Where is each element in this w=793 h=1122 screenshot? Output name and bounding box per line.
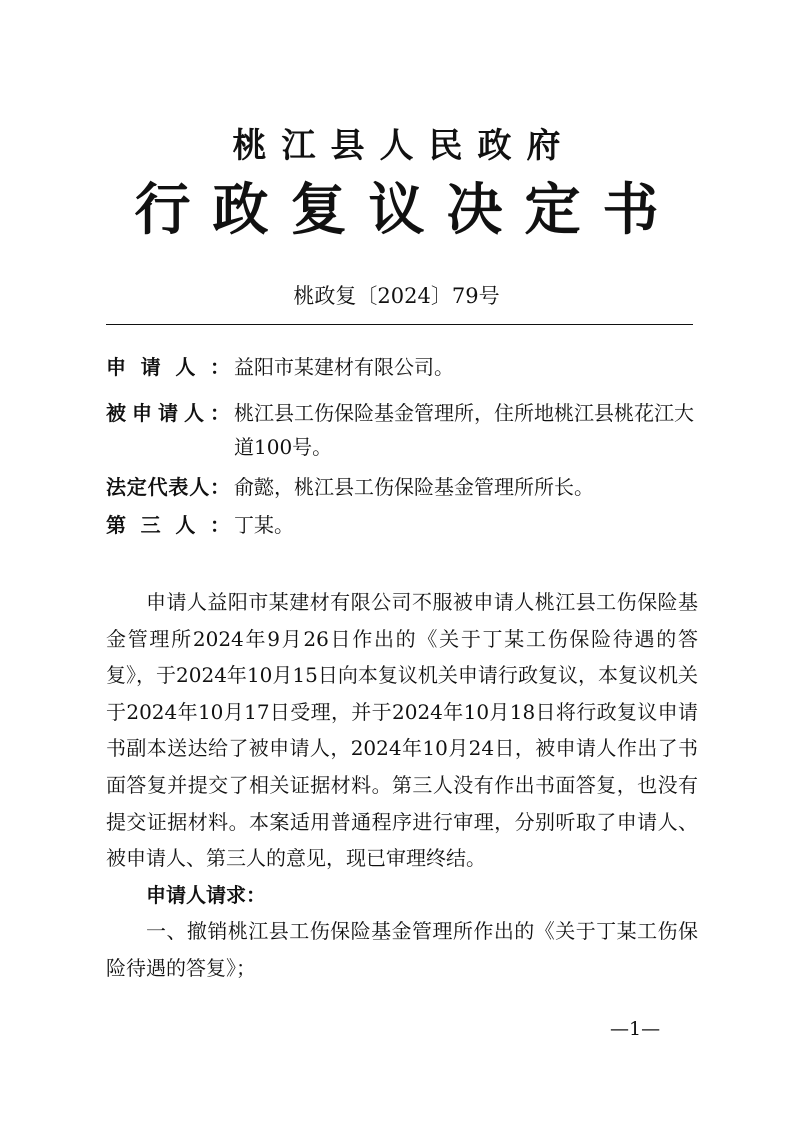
- label-char: 请: [158, 401, 178, 425]
- header-divider: [106, 324, 693, 325]
- party-legal-representative: [106, 470, 696, 504]
- label-char: 三: [140, 513, 161, 537]
- request-heading: 申请人请求：: [146, 882, 266, 907]
- request-item-1: 一、撤销桃江县工伤保险基金管理所作出的《关于丁某工伤保险待遇的答复》；: [106, 919, 698, 980]
- label-char: 申: [106, 355, 126, 379]
- party-value: 俞懿，桃江县工伤保险基金管理所所长。: [234, 475, 594, 499]
- party-label: [106, 470, 234, 504]
- party-label: [106, 396, 234, 464]
- document-body: [106, 584, 698, 987]
- document-number: 桃政复〔2024〕79号: [293, 284, 500, 308]
- label-char: 法: [106, 475, 126, 499]
- party-value: 丁某。: [234, 513, 294, 537]
- label-char: 人: [189, 475, 210, 499]
- label-char: 申: [132, 401, 152, 425]
- page-number: —1—: [610, 1018, 661, 1040]
- label-char: 请: [140, 355, 161, 379]
- party-value: 益阳市某建材有限公司。: [234, 355, 454, 379]
- label-char: 人: [175, 513, 196, 537]
- label-char: 定: [126, 475, 147, 499]
- label-char: 第: [106, 513, 126, 537]
- label-char: 代: [147, 475, 168, 499]
- label-char: 被: [106, 401, 126, 425]
- label-char: 表: [168, 475, 189, 499]
- label-char: ：: [210, 401, 230, 425]
- party-third-party: [106, 508, 696, 542]
- label-char: ：: [209, 355, 230, 379]
- party-label: [106, 508, 234, 542]
- label-char: 人: [184, 401, 204, 425]
- party-label: [106, 350, 234, 384]
- party-value: 桃江县工伤保险基金管理所，住所地桃江县桃花江大道100号。: [234, 401, 694, 459]
- label-char: 人: [175, 355, 196, 379]
- label-char: ：: [209, 513, 230, 537]
- party-respondent: [106, 396, 696, 464]
- label-char: ：: [209, 475, 230, 499]
- party-applicant: [106, 350, 696, 384]
- issuer-name: 桃江县人民政府: [232, 126, 576, 166]
- document-title: 行政复议决定书: [134, 178, 681, 243]
- intro-paragraph: 申请人益阳市某建材有限公司不服被申请人桃江县工伤保险基金管理所2024年9月26日作出的《关于丁某工伤保险待遇的答复》，于2024年10月15日向本复议机关申请行政复议，本复议机关于2024年10月17日受理，并于2024年10月18日将行政复议申请书副本送达给了被申请人，2024年10月24日，被申请人作出了书面答复并提交了相关证据材料。第三人没有作出书面答复，也没有提交证据材料。本案适用普通程序进行审理，分别听取了申请人、被申请人、第三人的意见，现已审理终结。: [106, 590, 698, 871]
